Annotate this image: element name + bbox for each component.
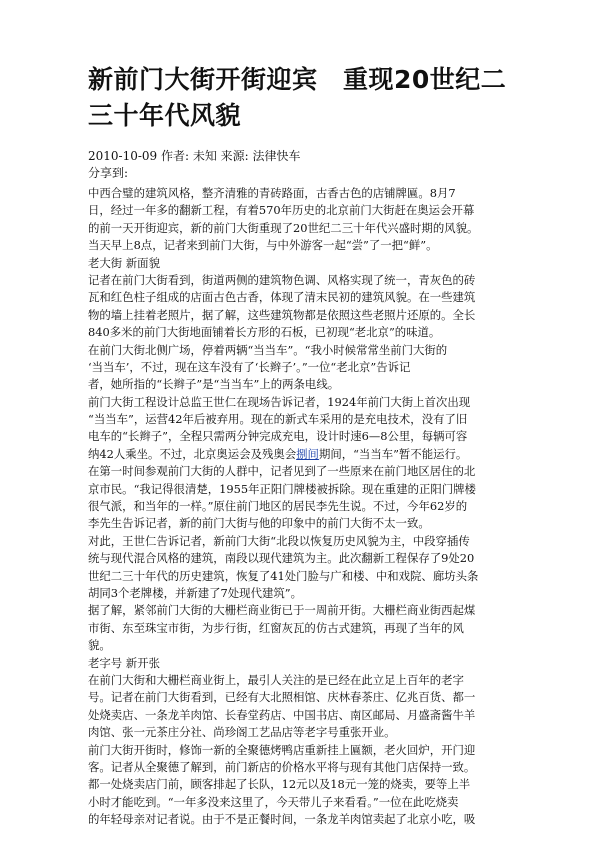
body-line: 很气派，和当年的一样。”原住前门地区的居民李先生说。不过，今年62岁的: [88, 499, 468, 514]
body-line: 840多米的前门大街地面铺着长方形的石板，已初现“老北京”的味道。: [88, 325, 441, 340]
body-line-text: 期间，“当当车”暂不能运行。: [318, 446, 468, 461]
body-line: 的年轻母亲对记者说。由于不是正餐时间，一条龙羊肉馆卖起了北京小吃，吸: [88, 812, 476, 827]
body-line: 物的墙上挂着老照片，据了解，这些建筑物都是依照这些老照片还原的。全长: [88, 307, 476, 322]
body-line: 在前门大街和大栅栏商业街上，最引人关注的是已经在此立足上百年的老字: [88, 672, 464, 687]
body-line: 前门大街开街时，修饰一新的全聚德烤鸭店重新挂上匾额，老火回炉，开门迎: [88, 742, 476, 757]
body-line: 记者在前门大街看到，街道两侧的建筑物色调、风格实现了统一，青灰色的砖: [88, 272, 476, 287]
body-line: 世纪二三十年代的历史建筑，恢复了41处门脸与广和楼、中和戏院、廊坊头条: [88, 568, 479, 583]
body-line: 统与现代混合风格的建筑，南段以现代建筑为主。此次翻新工程保存了9处20: [88, 551, 475, 566]
body-line-with-link: [88, 446, 508, 463]
body-line: 对此，王世仁告诉记者，新前门大街“北段以恢复历史风貌为主，中段穿插传: [88, 533, 470, 548]
body-line: 电车的“长辫子”，全程只需两分钟完成充电，设计时速6—8公里，每辆可容: [88, 429, 468, 444]
title-line-1: 新前门大街开街迎宾 重现20世纪二: [88, 65, 507, 94]
body-line: 日，经过一年多的翻新工程，有着570年历史的北京前门大街赶在奥运会开幕: [88, 203, 475, 218]
body-line: 老大街 新面貌: [88, 255, 160, 270]
body-line: 胡同3个老牌楼，并新建了7处现代建筑”。: [88, 585, 302, 600]
article-meta: [88, 148, 301, 182]
body-line: 市街、东至珠宝市街，为步行街，红窗灰瓦的仿古式建筑，再现了当年的风: [88, 620, 464, 635]
period-link[interactable]: 捌间: [296, 446, 319, 461]
body-line: 处烧卖店、一条龙羊肉馆、长春堂药店、中国书店、南区邮局、月盛斋酱牛羊: [88, 707, 476, 722]
share-label: 分享到:: [88, 166, 129, 180]
body-line: “当当车”，运营42年后被弃用。现在的新式车采用的是充电技术，没有了旧: [88, 412, 468, 427]
body-line: 都一处烧卖店门前，顾客排起了长队，12元以及18元一笼的烧卖，要等上半: [88, 777, 471, 792]
body-line: 的前一天开街迎宾，新的前门大街重现了20世纪二三十年代兴盛时期的风貌。: [88, 220, 479, 235]
body-line: 当天早上8点，记者来到前门大街，与中外游客一起“尝”了一把“鲜”。: [88, 238, 438, 253]
body-line: 中西合璧的建筑风格，整齐清雅的青砖路面，古香古色的店铺牌匾。8月7: [88, 186, 456, 200]
body-line: 据了解，紧邻前门大街的大栅栏商业街已于一周前开街。大栅栏商业街西起煤: [88, 603, 476, 618]
body-line: 瓦和红色柱子组成的店面古色古香，体现了清末民初的建筑风貌。在一些建筑: [88, 290, 476, 305]
body-line: 在第一时间参观前门大街的人群中，记者见到了一些原来在前门地区居住的北: [88, 464, 476, 479]
body-line: 号。记者在前门大街看到，已经有大北照相馆、庆林春茶庄、亿兆百货、都一: [88, 690, 476, 705]
body-line: 肉馆、张一元茶庄分社、尚珍阁工艺品店等老字号重张开业。: [88, 725, 396, 740]
body-line: 在前门大街北侧广场，停着两辆“当当车”。“我小时候常常坐前门大街的: [88, 342, 448, 357]
article-body: [88, 185, 508, 828]
meta-line: 2010-10-09 作者: 未知 来源: 法律快车: [88, 149, 301, 163]
article-title: [88, 62, 528, 134]
title-line-2: 三十年代风貌: [88, 101, 242, 130]
body-line: 李先生告诉记者，新的前门大街与他的印象中的前门大街不太一致。: [88, 516, 430, 531]
body-line-text: 纳42人乘坐。不过，北京奥运会及残奥会: [88, 446, 297, 461]
body-line: 者，她所指的“长辫子”是“当当车”上的两条电线。: [88, 377, 340, 392]
body-line: 京市民。“我记得很清楚，1955年正阳门牌楼被拆除。现在重建的正阳门牌楼: [88, 481, 476, 496]
body-line: 前门大街工程设计总监王世仁在现场告诉记者，1924年前门大街上首次出现: [88, 394, 471, 409]
body-line: 貌。: [88, 638, 111, 653]
body-line: ‘当当车’，不过，现在这车没有了‘长辫子’。”一位“老北京”告诉记: [88, 359, 411, 374]
body-line: 老字号 新开张: [88, 655, 160, 670]
body-line: 客。记者从全聚德了解到，前门新店的价格水平将与现有其他门店保持一致。: [88, 759, 476, 774]
body-line: 小时才能吃到。“一年多没来这里了，今天带儿子来看看。”一位在此吃烧卖: [88, 794, 459, 809]
